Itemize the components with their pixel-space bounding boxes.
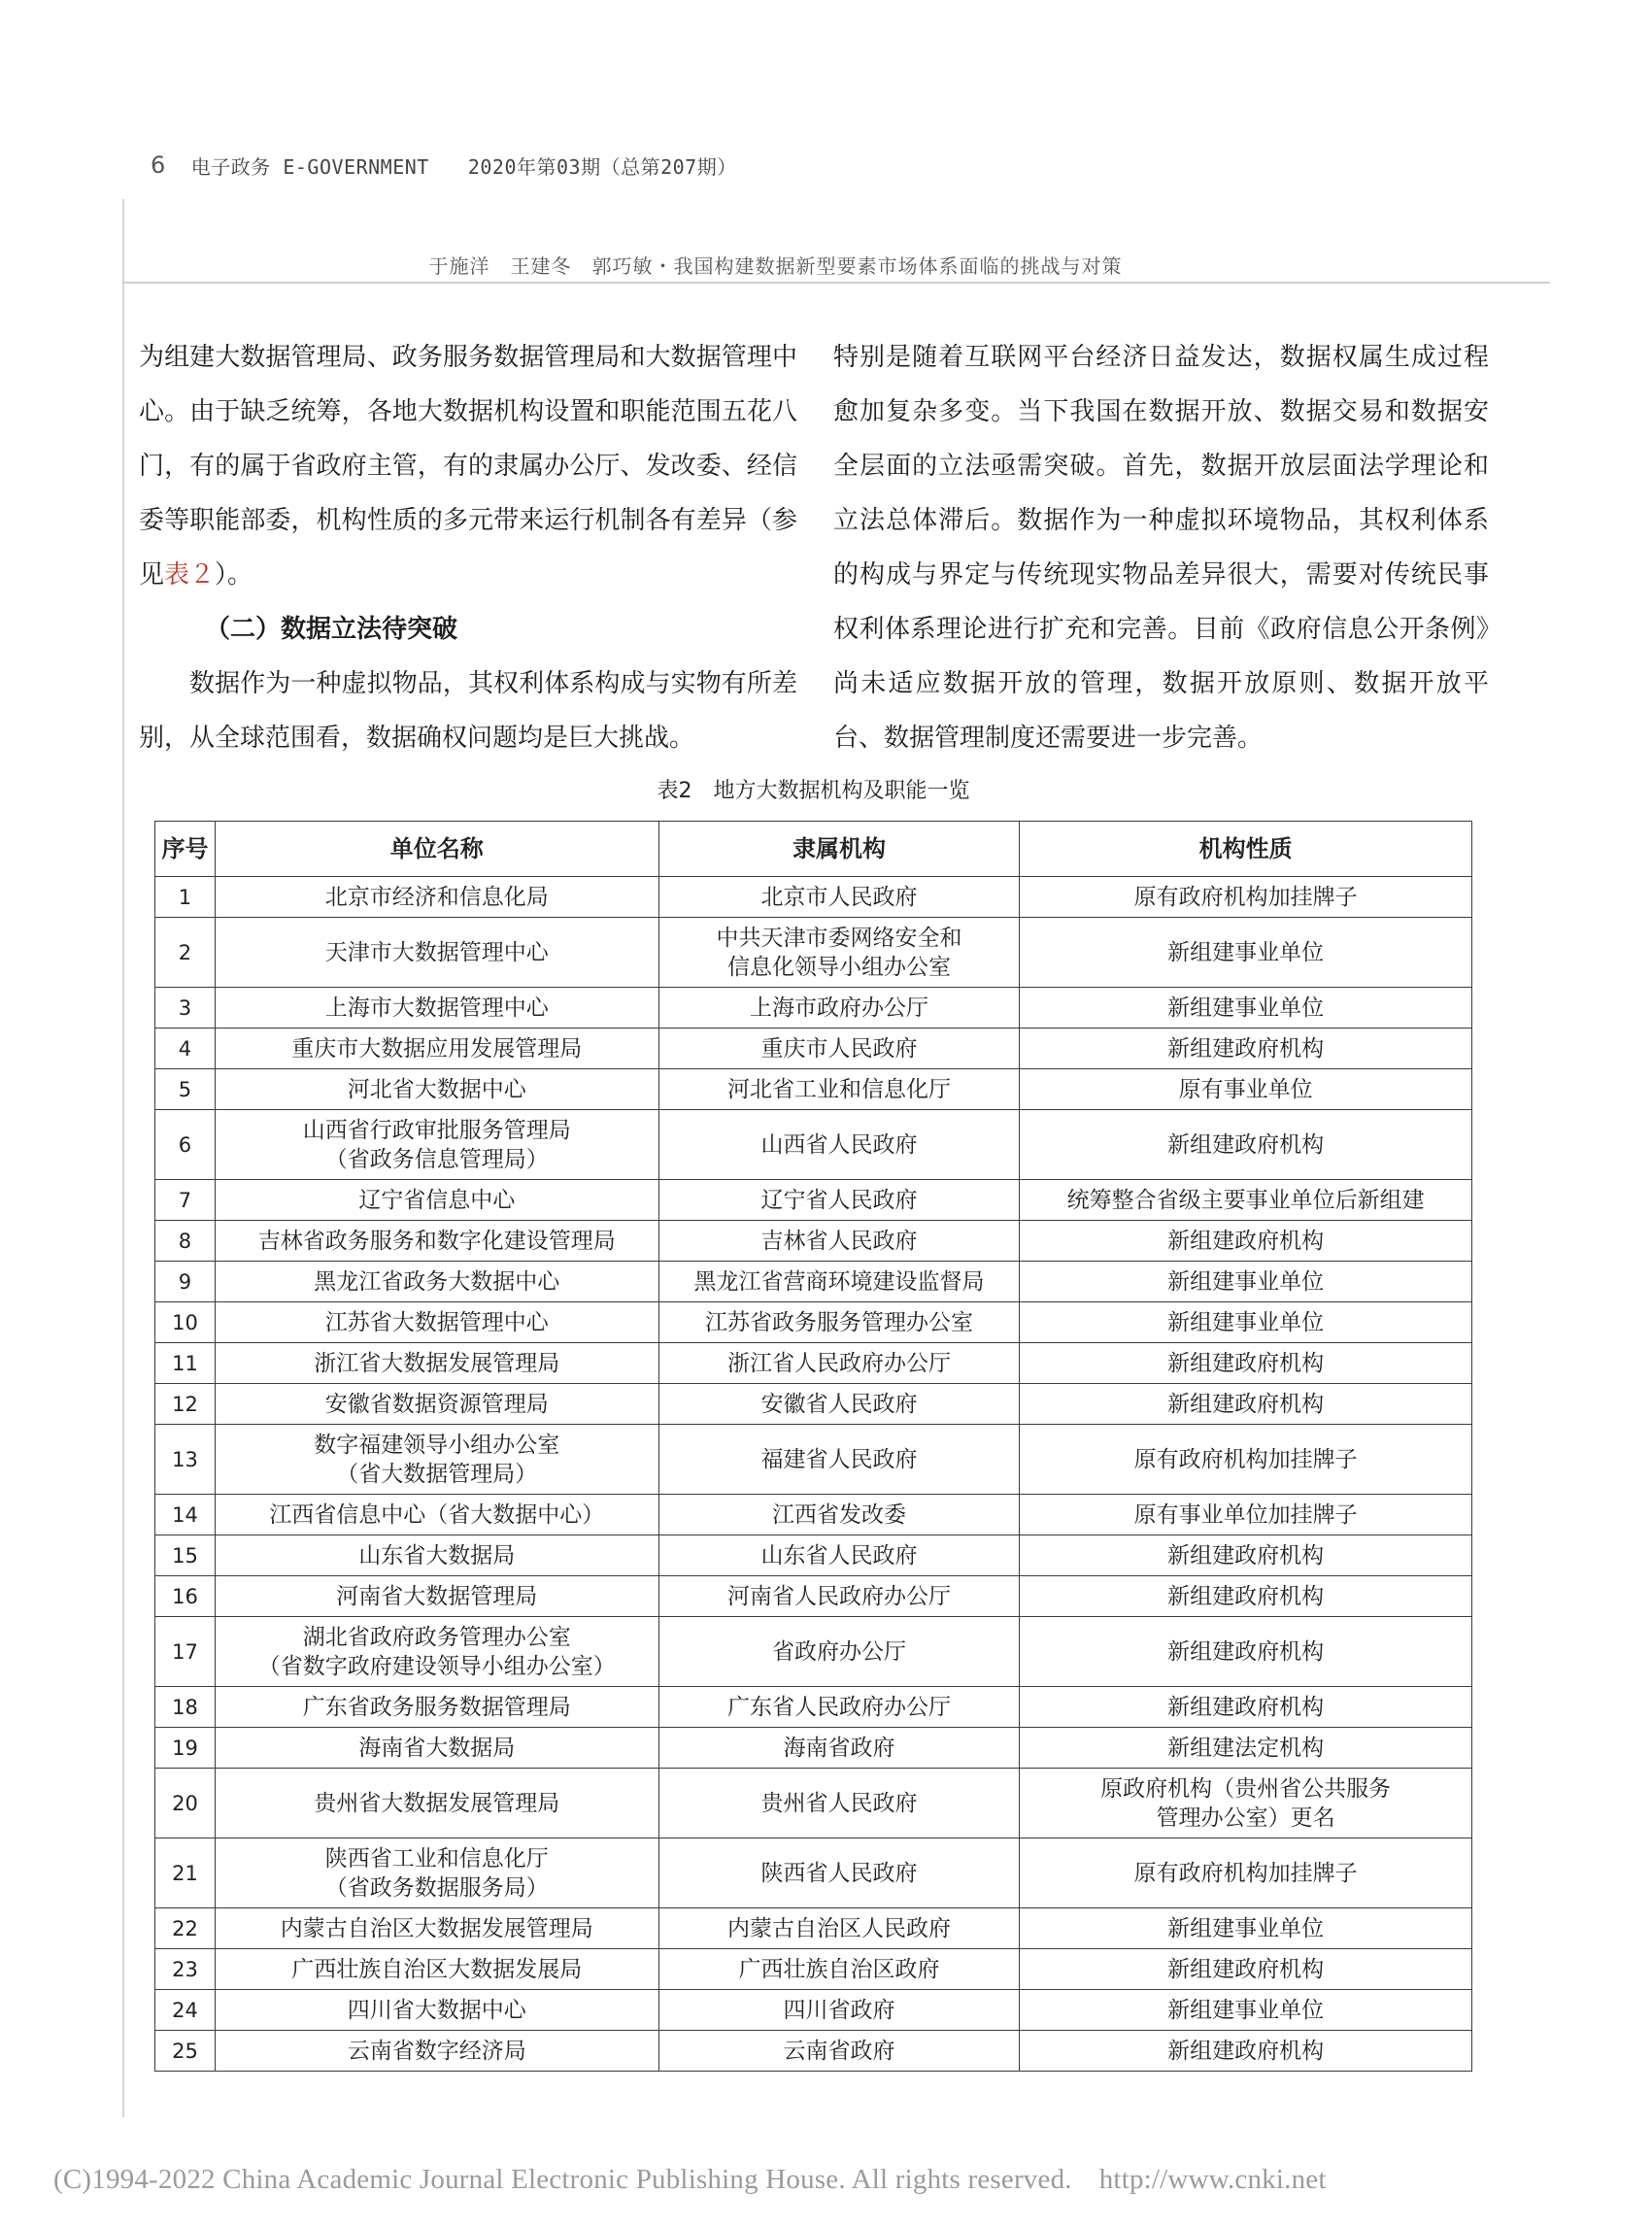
agency-nature-cell-line: 原有政府机构加挂牌子 [1133,884,1358,910]
agency-nature-cell [1020,1617,1472,1687]
agency-nature-cell-line: 新组建事业单位 [1167,1268,1325,1295]
left-column [139,330,797,765]
agency-nature-cell [1020,1576,1472,1617]
right-column [833,330,1489,765]
column-header: 隶属机构 [658,822,1020,877]
table-row [155,1576,1472,1617]
row-number-cell: 8 [155,1221,216,1262]
agency-nature-cell [1020,1110,1472,1180]
column-header: 序号 [155,822,216,877]
unit-name-cell [215,1425,658,1495]
column-header: 单位名称 [215,822,658,877]
unit-name-cell-line: 山东省大数据局 [358,1542,516,1568]
table-row [155,1949,1472,1990]
body-paragraph: 为组建大数据管理局、政务服务数据管理局和大数据管理中心。由于缺乏统筹，各地大数据机构设置和职能范围五花八门，有的属于省政府主管，有的隶属办公厅、发改委、经信委等职能部委，机构性质的多元带来运行机制各有差异（参见表２）。 [139,343,797,590]
table-row [155,1302,1472,1343]
unit-name-cell [215,1687,658,1728]
parent-agency-cell [658,1838,1020,1908]
journal-name: 电子政务 E-GOVERNMENT [190,154,429,179]
table-row [155,1069,1472,1110]
page-number: 6 [151,152,166,179]
unit-name-cell-line: 陕西省工业和信息化厅 [324,1845,549,1872]
table-row [155,1728,1472,1769]
parent-agency-cell-line: 江苏省政务服务管理办公室 [704,1309,973,1335]
parent-agency-cell-line: 重庆市人民政府 [760,1035,918,1062]
parent-agency-cell-line: 山东省人民政府 [760,1542,918,1568]
row-number-cell: 21 [155,1838,216,1908]
row-number-cell: 15 [155,1535,216,1576]
agency-nature-cell-line: 新组建政府机构 [1167,1131,1325,1158]
unit-name-cell-line: 吉林省政务服务和数字化建设管理局 [257,1228,616,1254]
row-number-cell: 4 [155,1029,216,1069]
agency-nature-cell-line: 新组建政府机构 [1167,1391,1325,1417]
unit-name-cell-line: 浙江省大数据发展管理局 [314,1350,560,1376]
agency-nature-cell [1020,1029,1472,1069]
row-number-cell: 6 [155,1110,216,1180]
parent-agency-cell-line: 山西省人民政府 [760,1131,918,1158]
body-paragraph: 特别是随着互联网平台经济日益发达，数据权属生成过程愈加复杂多变。当下我国在数据开放、数据交易和数据安全层面的立法亟需突破。首先，数据开放层面法学理论和立法总体滞后。数据作为一种虚拟环境物品，其权利体系的构成与界定与传统现实物品差异很大，需要对传统民事权利体系理论进行扩充和完善。目前《政府信息公开条例》尚未适应数据开放的管理，数据开放原则、数据开放平台、数据管理制度还需要进一步完善。 [833,343,1489,753]
table-reference-link[interactable]: 表２ [164,560,216,590]
agency-nature-cell-line: 新组建政府机构 [1167,1583,1325,1609]
parent-agency-cell [658,1728,1020,1769]
agency-nature-cell [1020,1990,1472,2031]
issue-info: 2020年第03期（总第207期） [467,154,737,179]
agency-nature-cell [1020,988,1472,1029]
unit-name-cell-line: 数字福建领导小组办公室 [314,1432,560,1458]
parent-agency-cell-line: 江西省发改委 [771,1501,906,1528]
row-number-cell: 14 [155,1495,216,1535]
table-row [155,918,1472,988]
row-number-cell: 19 [155,1728,216,1769]
unit-name-cell [215,918,658,988]
agency-nature-cell [1020,1908,1472,1949]
table-row [155,1343,1472,1384]
unit-name-cell [215,988,658,1029]
agency-nature-cell [1020,1262,1472,1302]
row-number-cell: 12 [155,1384,216,1425]
parent-agency-cell-line: 陕西省人民政府 [760,1860,918,1886]
parent-agency-cell [658,1495,1020,1535]
row-number-cell: 23 [155,1949,216,1990]
page-header [151,146,737,185]
parent-agency-cell [658,2031,1020,2072]
table-row [155,1769,1472,1838]
unit-name-cell-line: 江苏省大数据管理中心 [324,1309,549,1335]
unit-name-cell-line: 安徽省数据资源管理局 [324,1391,549,1417]
agency-nature-cell [1020,1302,1472,1343]
row-number-cell: 13 [155,1425,216,1495]
table-row [155,1495,1472,1535]
agency-nature-cell-line: 管理办公室）更名 [1156,1804,1335,1831]
parent-agency-cell [658,1990,1020,2031]
parent-agency-cell [658,1302,1020,1343]
agency-nature-cell-line: 统筹整合省级主要事业单位后新组建 [1066,1187,1425,1213]
agency-nature-cell [1020,1384,1472,1425]
unit-name-cell [215,1617,658,1687]
parent-agency-cell [658,1576,1020,1617]
row-number-cell: 18 [155,1687,216,1728]
unit-name-cell-line: （省大数据管理局） [336,1461,538,1487]
parent-agency-cell-line: 河南省人民政府办公厅 [726,1583,951,1609]
row-number-cell: 25 [155,2031,216,2072]
parent-agency-cell [658,1180,1020,1221]
row-number-cell: 2 [155,918,216,988]
header-divider [122,282,1550,284]
unit-name-cell-line: 黑龙江省政务大数据中心 [314,1268,560,1295]
agency-nature-cell [1020,2031,1472,2072]
row-number-cell: 11 [155,1343,216,1384]
agency-nature-cell-line: 新组建事业单位 [1167,939,1325,965]
agency-nature-cell-line: 新组建政府机构 [1167,1638,1325,1665]
unit-name-cell [215,1343,658,1384]
agency-nature-cell-line: 原有政府机构加挂牌子 [1133,1446,1358,1472]
copyright-footer [53,2164,1327,2196]
unit-name-cell-line: 天津市大数据管理中心 [324,939,549,965]
unit-name-cell-line: 山西省行政审批服务管理局 [302,1117,571,1143]
margin-rule [122,199,124,2117]
unit-name-cell [215,1262,658,1302]
row-number-cell: 20 [155,1769,216,1838]
agency-nature-cell [1020,1687,1472,1728]
parent-agency-cell-line: 四川省政府 [783,1997,895,2023]
table-row [155,1990,1472,2031]
agency-nature-cell [1020,1949,1472,1990]
unit-name-cell-line: 云南省数字经济局 [347,2038,526,2064]
parent-agency-cell [658,1949,1020,1990]
table-row [155,1425,1472,1495]
agency-nature-cell [1020,1535,1472,1576]
unit-name-cell-line: （省数字政府建设领导小组办公室） [257,1653,616,1679]
row-number-cell: 3 [155,988,216,1029]
parent-agency-cell-line: 安徽省人民政府 [760,1391,918,1417]
agency-nature-cell [1020,918,1472,988]
unit-name-cell [215,1769,658,1838]
unit-name-cell [215,2031,658,2072]
unit-name-cell-line: （省政务数据服务局） [324,1874,549,1901]
agency-nature-cell [1020,1495,1472,1535]
unit-name-cell-line: 辽宁省信息中心 [358,1187,516,1213]
agency-nature-cell-line: 新组建政府机构 [1167,1228,1325,1254]
agency-nature-cell-line: 新组建政府机构 [1167,2038,1325,2064]
table-row [155,1617,1472,1687]
row-number-cell: 5 [155,1069,216,1110]
unit-name-cell [215,1302,658,1343]
unit-name-cell-line: 海南省大数据局 [358,1735,516,1761]
parent-agency-cell-line: 北京市人民政府 [760,884,918,910]
parent-agency-cell [658,1425,1020,1495]
unit-name-cell-line: 湖北省政府政务管理办公室 [302,1624,571,1650]
parent-agency-cell-line: 中共天津市委网络安全和 [716,925,962,951]
agency-nature-cell [1020,1180,1472,1221]
parent-agency-cell-line: 海南省政府 [783,1735,895,1761]
unit-name-cell [215,877,658,918]
agency-table [154,821,1472,2072]
agency-nature-cell [1020,1769,1472,1838]
unit-name-cell [215,1029,658,1069]
parent-agency-cell [658,1384,1020,1425]
agency-nature-cell [1020,1838,1472,1908]
agency-nature-cell-line: 新组建政府机构 [1167,1694,1325,1720]
unit-name-cell [215,1908,658,1949]
parent-agency-cell-line: 辽宁省人民政府 [760,1187,918,1213]
unit-name-cell [215,1576,658,1617]
parent-agency-cell [658,1262,1020,1302]
row-number-cell: 17 [155,1617,216,1687]
unit-name-cell [215,1221,658,1262]
agency-nature-cell-line: 原有事业单位 [1178,1076,1313,1102]
unit-name-cell [215,1535,658,1576]
agency-nature-cell [1020,1425,1472,1495]
table-row [155,2031,1472,2072]
parent-agency-cell-line: 上海市政府办公厅 [749,995,928,1021]
agency-nature-cell-line: 新组建政府机构 [1167,1542,1325,1568]
parent-agency-cell [658,988,1020,1029]
agency-nature-cell [1020,877,1472,918]
unit-name-cell-line: 北京市经济和信息化局 [324,884,549,910]
parent-agency-cell-line: 广西壮族自治区政府 [738,1956,940,1982]
table-body [155,877,1472,2072]
unit-name-cell-line: 广西壮族自治区大数据发展局 [291,1956,583,1982]
table-row [155,1535,1472,1576]
parent-agency-cell [658,918,1020,988]
parent-agency-cell-line: 内蒙古自治区人民政府 [726,1915,951,1941]
table-header-row [155,822,1472,877]
table-row [155,1029,1472,1069]
unit-name-cell-line: 上海市大数据管理中心 [324,995,549,1021]
agency-nature-cell-line: 新组建事业单位 [1167,1997,1325,2023]
unit-name-cell [215,1384,658,1425]
agency-nature-cell-line: 新组建政府机构 [1167,1035,1325,1062]
table-row [155,1180,1472,1221]
agency-nature-cell-line: 新组建事业单位 [1167,1309,1325,1335]
agency-nature-cell-line: 原政府机构（贵州省公共服务 [1100,1775,1392,1802]
parent-agency-cell-line: 省政府办公厅 [771,1638,906,1665]
unit-name-cell-line: 重庆市大数据应用发展管理局 [291,1035,583,1062]
unit-name-cell-line: 贵州省大数据发展管理局 [314,1790,560,1816]
parent-agency-cell-line: 黑龙江省营商环境建设监督局 [693,1268,985,1295]
unit-name-cell [215,1990,658,2031]
agency-nature-cell [1020,1221,1472,1262]
parent-agency-cell [658,1221,1020,1262]
table-caption: 表2 地方大数据机构及职能一览 [657,779,970,803]
parent-agency-cell [658,1535,1020,1576]
row-number-cell: 7 [155,1180,216,1221]
agency-nature-cell [1020,1343,1472,1384]
unit-name-cell-line: 内蒙古自治区大数据发展管理局 [280,1915,593,1941]
unit-name-cell [215,1069,658,1110]
table-row [155,1384,1472,1425]
unit-name-cell [215,1180,658,1221]
parent-agency-cell [658,877,1020,918]
row-number-cell: 16 [155,1576,216,1617]
unit-name-cell [215,1728,658,1769]
parent-agency-cell [658,1617,1020,1687]
table-row [155,1838,1472,1908]
body-paragraph: 数据作为一种虚拟物品，其权利体系构成与实物有所差别，从全球范围看，数据确权问题均是巨大挑战。 [139,669,797,753]
agency-nature-cell-line: 新组建法定机构 [1167,1735,1325,1761]
parent-agency-cell-line: 吉林省人民政府 [760,1228,918,1254]
unit-name-cell [215,1110,658,1180]
parent-agency-cell-line: 云南省政府 [783,2038,895,2064]
row-number-cell: 24 [155,1990,216,2031]
table-row [155,877,1472,918]
parent-agency-cell [658,1769,1020,1838]
table-row [155,988,1472,1029]
parent-agency-cell-line: 福建省人民政府 [760,1446,918,1472]
table-row [155,1110,1472,1180]
parent-agency-cell-line: 贵州省人民政府 [760,1790,918,1816]
table-row [155,1221,1472,1262]
parent-agency-cell [658,1110,1020,1180]
agency-nature-cell-line: 新组建事业单位 [1167,995,1325,1021]
unit-name-cell [215,1949,658,1990]
running-title: 于施洋 王建冬 郭巧敏・我国构建数据新型要素市场体系面临的挑战与对策 [428,254,1123,278]
table-row [155,1687,1472,1728]
parent-agency-cell [658,1029,1020,1069]
agency-nature-cell-line: 原有事业单位加挂牌子 [1133,1501,1358,1528]
row-number-cell: 10 [155,1302,216,1343]
unit-name-cell-line: 广东省政务服务数据管理局 [302,1694,571,1720]
unit-name-cell-line: 江西省信息中心（省大数据中心） [269,1501,605,1528]
parent-agency-cell-line: 信息化领导小组办公室 [726,954,951,980]
agency-nature-cell-line: 新组建事业单位 [1167,1915,1325,1941]
agency-nature-cell-line: 原有政府机构加挂牌子 [1133,1860,1358,1886]
unit-name-cell-line: 四川省大数据中心 [347,1997,526,2023]
unit-name-cell [215,1495,658,1535]
parent-agency-cell-line: 河北省工业和信息化厅 [726,1076,951,1102]
unit-name-cell-line: （省政务信息管理局） [324,1146,549,1172]
table-row [155,1262,1472,1302]
agency-nature-cell-line: 新组建政府机构 [1167,1350,1325,1376]
footer-url: http://www.cnki.net [1098,2164,1327,2195]
agency-nature-cell [1020,1069,1472,1110]
parent-agency-cell [658,1343,1020,1384]
row-number-cell: 22 [155,1908,216,1949]
unit-name-cell-line: 河南省大数据管理局 [336,1583,538,1609]
parent-agency-cell [658,1069,1020,1110]
parent-agency-cell [658,1908,1020,1949]
parent-agency-cell-line: 广东省人民政府办公厅 [726,1694,951,1720]
column-header: 机构性质 [1020,822,1472,877]
unit-name-cell [215,1838,658,1908]
parent-agency-cell-line: 浙江省人民政府办公厅 [726,1350,951,1376]
agency-nature-cell-line: 新组建政府机构 [1167,1956,1325,1982]
section-heading: （二）数据立法待突破 [205,615,458,644]
parent-agency-cell [658,1687,1020,1728]
copyright-text: (C)1994-2022 China Academic Journal Electronic Publishing House. All rights reserved. [53,2164,1072,2195]
row-number-cell: 1 [155,877,216,918]
unit-name-cell-line: 河北省大数据中心 [347,1076,526,1102]
table-row [155,1908,1472,1949]
row-number-cell: 9 [155,1262,216,1302]
agency-nature-cell [1020,1728,1472,1769]
